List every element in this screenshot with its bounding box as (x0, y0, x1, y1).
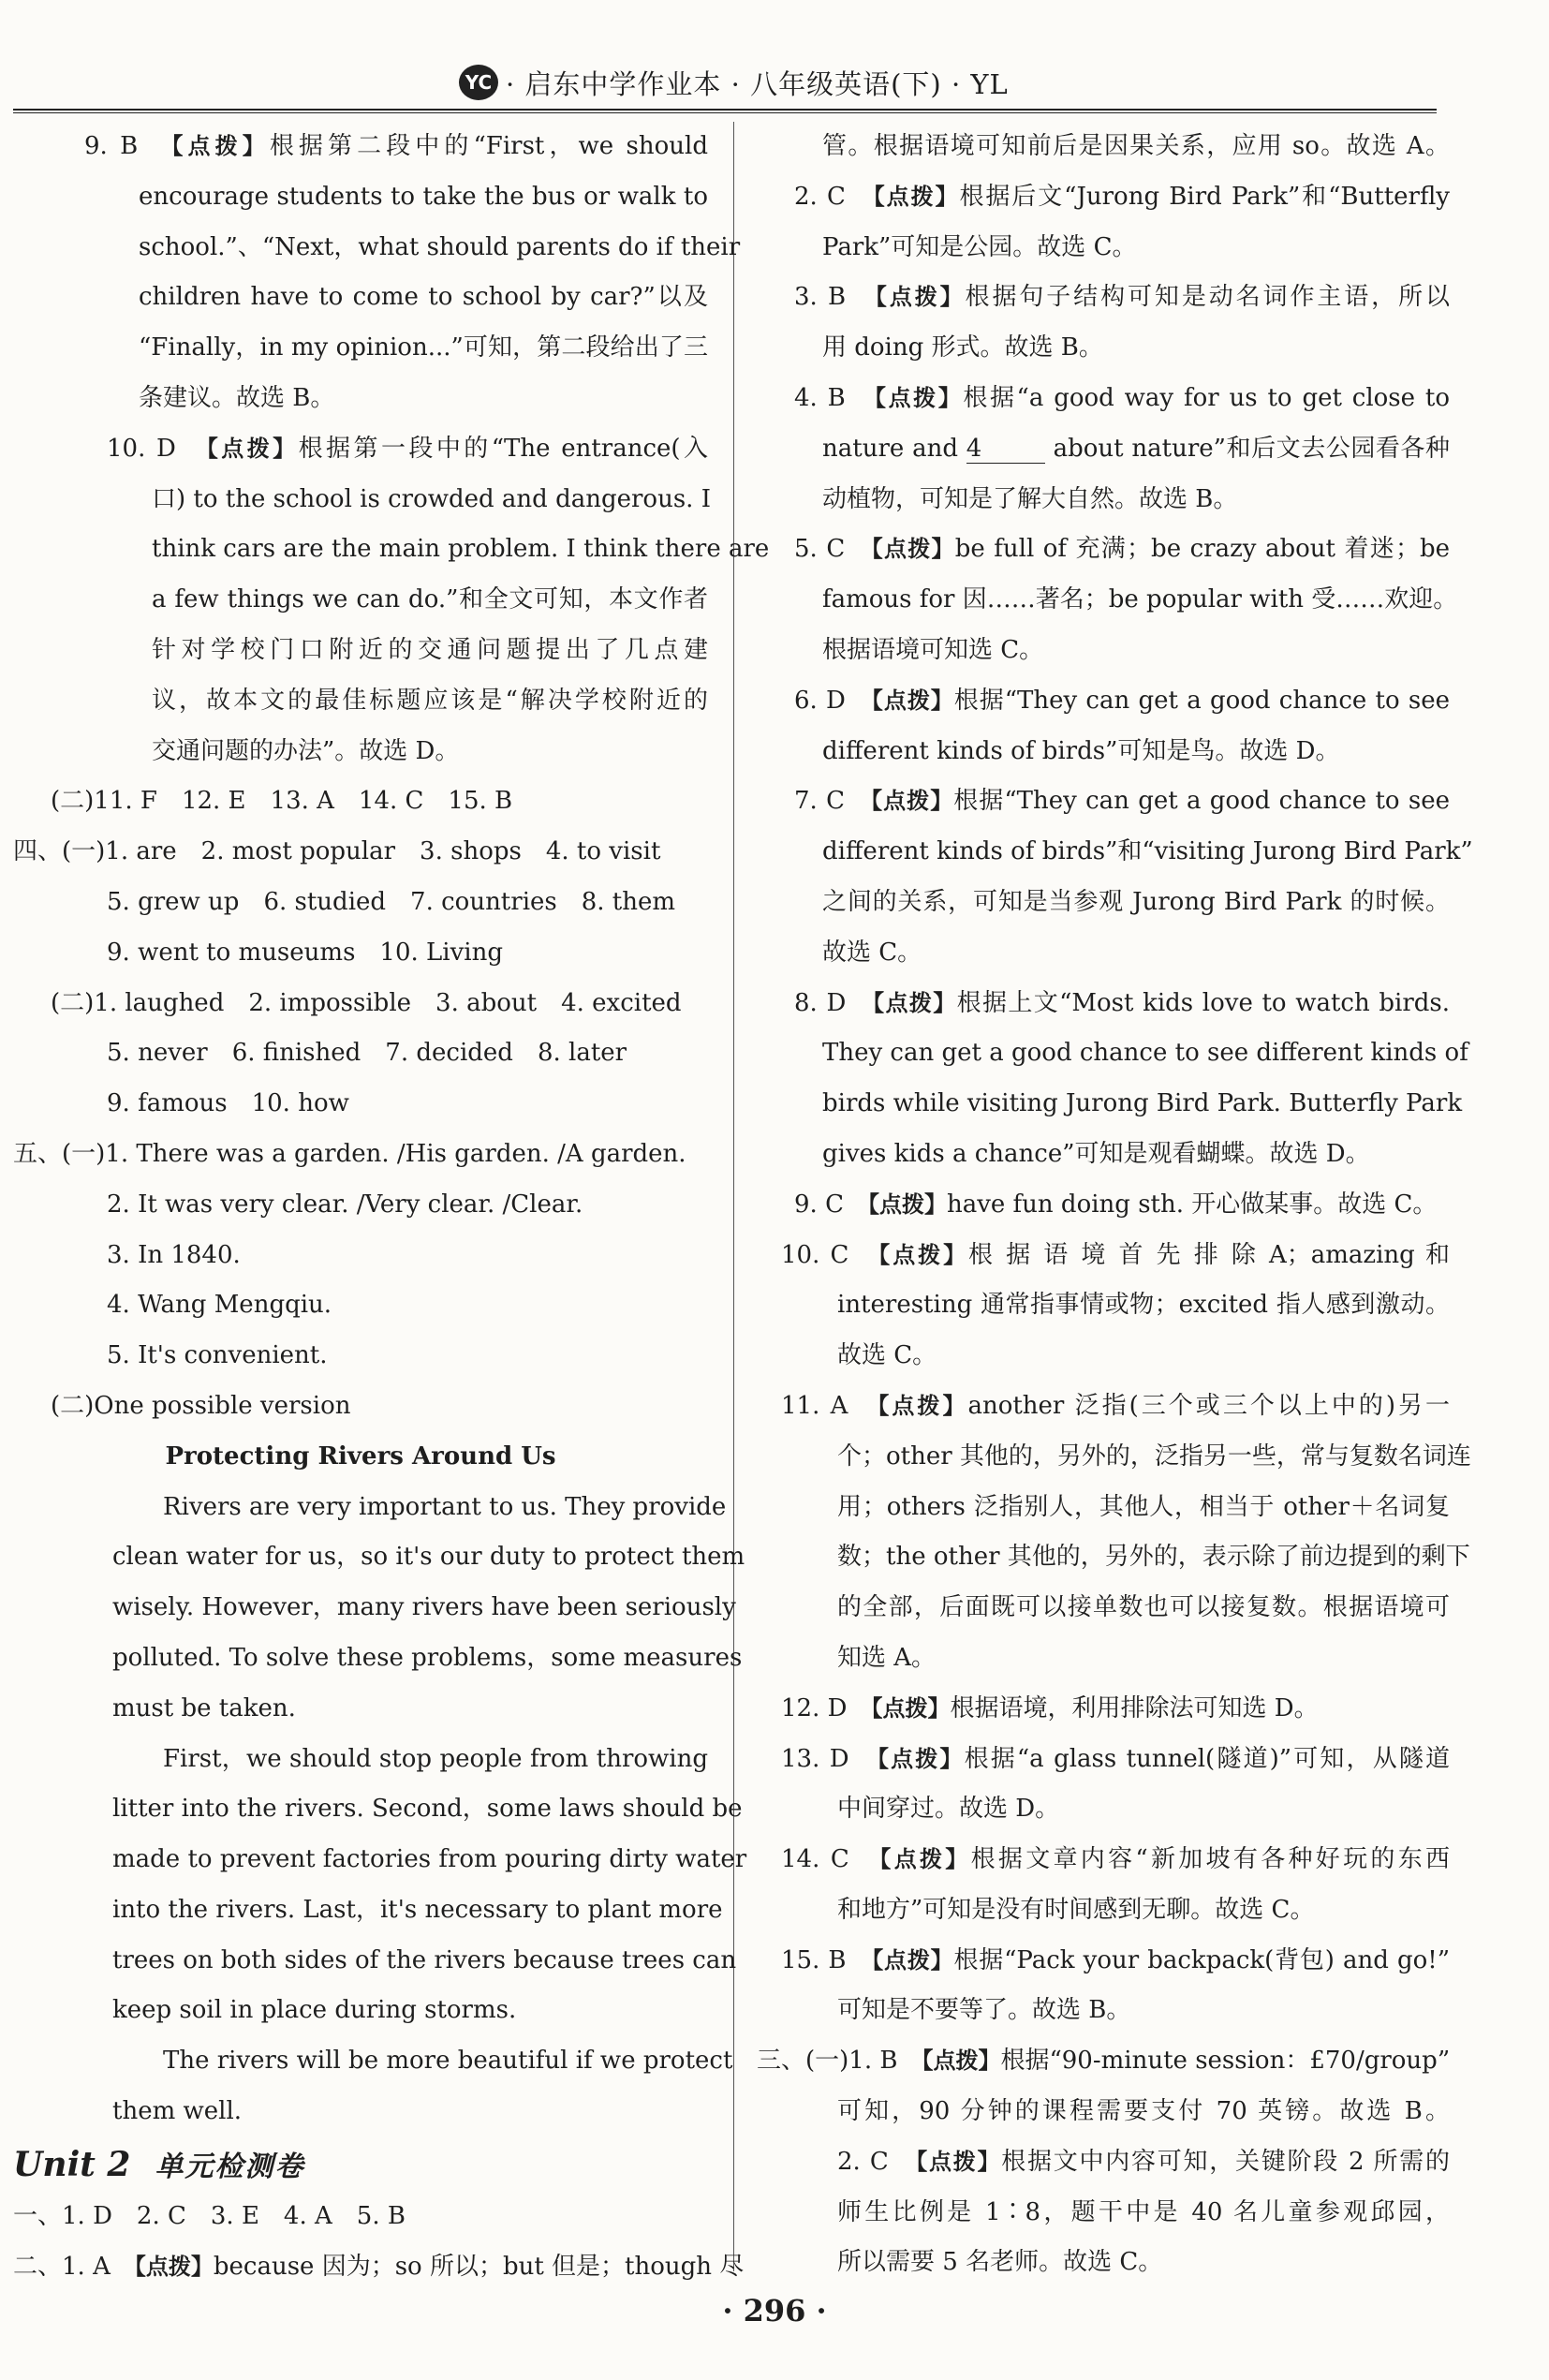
hint-label: 【点拨】 (916, 2148, 1002, 2175)
text-line: 9. C 【点拨】have fun doing sth. 开心做某事。故选 C。 (794, 1190, 1438, 1219)
text-line: litter into the rivers. Second，some laws should be (112, 1795, 743, 1824)
text-line: think cars are the main problem. I think there are (152, 535, 770, 564)
text-line: 针对学校门口附近的交通问题提出了几点建 (152, 635, 708, 664)
hint-label: 【点拨】 (871, 1694, 951, 1722)
hint-label: 【点拨】 (871, 536, 955, 563)
text-line: 15. B 【点拨】根据“Pack your backpack(背包) and go!” (781, 1945, 1450, 1974)
text-line: 口) to the school is crowded and dangerous. I (152, 484, 711, 513)
text-line: 之间的关系，可知是当参观 Jurong Bird Park 的时候。 (822, 887, 1450, 916)
unit-name: Unit 2 (13, 2144, 131, 2184)
text-line: 知选 A。 (837, 1643, 937, 1672)
hint-label: 【点拨】 (874, 384, 964, 411)
hint-label: 【点拨】 (871, 687, 954, 714)
text-line: must be taken. (112, 1693, 296, 1722)
header-rule-thin (13, 112, 1437, 113)
text-line: 2. C 【点拨】根据后文“Jurong Bird Park”和“Butterfly (794, 182, 1450, 211)
text-line: 中间穿过。故选 D。 (837, 1795, 1060, 1824)
text-line: 交通问题的办法”。故选 D。 (152, 736, 460, 765)
text-line: birds while visiting Jurong Bird Park. Butterfly Park (822, 1089, 1463, 1118)
text-line: 9. B 【点拨】根据第二段中的“First，we should (84, 132, 708, 160)
text-line: 4. B 【点拨】根据“a good way for us to get close to (794, 383, 1450, 412)
text-line: them well. (112, 2097, 243, 2126)
text-line: gives kids a chance”可知是观看蝴蝶。故选 D。 (822, 1139, 1370, 1168)
text-line: children have to come to school by car?”以及 (139, 283, 708, 312)
text-line: different kinds of birds”可知是鸟。故选 D。 (822, 736, 1340, 765)
text-line: 管。根据语境可知前后是因果关系，应用 so。故选 A。 (822, 132, 1450, 160)
essay-body (13, 1483, 747, 2137)
right-column (757, 122, 1473, 2288)
text-line: 师生比例是 1∶8，题干中是 40 名儿童参观邱园， (837, 2197, 1450, 2226)
answer-key-left (13, 122, 770, 1432)
hint-label: 【点拨】 (922, 2047, 1001, 2075)
text-line: 条建议。故选 B。 (139, 383, 335, 412)
text-line: 的全部，后面既可以接单数也可以接复数。根据语境可 (837, 1593, 1450, 1622)
text-line: clean water for us，so it's our duty to protect them (112, 1543, 745, 1572)
text-line: 一、1. D 2. C 3. E 4. A 5. B (13, 2201, 406, 2230)
text-line: 5. grew up 6. studied 7. countries 8. them (107, 887, 676, 916)
hint-label: 【点拨】 (878, 1241, 969, 1268)
hint-label: 【点拨】 (877, 1745, 965, 1772)
text-line: into the rivers. Last，it's necessary to plant more (112, 1895, 723, 1924)
essay-title: Protecting Rivers Around Us (165, 1441, 556, 1471)
text-line: wisely. However，many rivers have been seriously (112, 1593, 736, 1622)
text-line: polluted. To solve these problems，some measures (112, 1643, 743, 1672)
page-number: · 296 · (722, 2293, 827, 2328)
text-line: 用；others 泛指别人，其他人，相当于 other＋名词复 (837, 1492, 1450, 1521)
text-line: 动植物，可知是了解大自然。故选 B。 (822, 484, 1238, 513)
text-line: a few things we can do.”和全文可知，本文作者 (152, 585, 708, 614)
text-line: 9. went to museums 10. Living (107, 938, 503, 967)
answer-key-right (757, 122, 1473, 2288)
text-line: 四、(一)1. are 2. most popular 3. shops 4. to visit (13, 837, 661, 866)
hint-label: 【点拨】 (171, 133, 270, 159)
text-line: Rivers are very important to us. They provide (163, 1492, 727, 1521)
text-line: 数；the other 其他的，另外的，表示除了前边提到的剩下 (837, 1543, 1470, 1572)
hint-label: 【点拨】 (878, 1392, 968, 1419)
text-line: different kinds of birds”和“visiting Jurong Bird Park” (822, 837, 1473, 866)
text-line: 2. It was very clear. /Very clear. /Clear. (107, 1190, 583, 1219)
text-line: 故选 C。 (822, 938, 922, 967)
text-line: 用 doing 形式。故选 B。 (822, 333, 1103, 362)
text-line: They can get a good chance to see different kinds of (822, 1039, 1468, 1068)
text-line: 所以需要 5 名老师。故选 C。 (837, 2248, 1163, 2277)
text-line: 3. In 1840. (107, 1240, 241, 1269)
left-column (13, 122, 770, 2292)
page-header (459, 58, 1009, 107)
text-line: 13. D 【点拨】根据“a glass tunnel(隧道)”可知，从隧道 (781, 1744, 1451, 1773)
text-line: First，we should stop people from throwing (163, 1744, 708, 1773)
text-line: 个；other 其他的，另外的，泛指另一些，常与复数名词连 (837, 1441, 1471, 1471)
text-line: (二)11. F 12. E 13. A 14. C 15. B (51, 787, 513, 816)
text-line: 议，故本文的最佳标题应该是“解决学校附近的 (152, 686, 708, 715)
text-line: 9. famous 10. how (107, 1089, 349, 1118)
text-line: 根据语境可知选 C。 (822, 635, 1044, 664)
header-rule (13, 109, 1437, 111)
text-line: 11. A 【点拨】another 泛指(三个或三个以上中的)另一 (781, 1391, 1451, 1420)
text-line: 8. D 【点拨】根据上文“Most kids love to watch birds. (794, 988, 1451, 1017)
text-line: 12. D 【点拨】根据语境，利用排除法可知选 D。 (781, 1693, 1319, 1722)
text-line: 和地方”可知是没有时间感到无聊。故选 C。 (837, 1895, 1315, 1924)
publisher-logo: YC (459, 65, 498, 100)
text-line: 5. C 【点拨】be full of 充满；be crazy about 着迷；be (794, 535, 1451, 564)
text-line: famous for 因……著名；be popular with 受……欢迎。 (822, 585, 1458, 614)
text-line: 10. D 【点拨】根据第一段中的“The entrance(入 (107, 434, 709, 463)
text-line: 5. It's convenient. (107, 1341, 328, 1370)
text-line: 10. C 【点拨】根 据 语 境 首 先 排 除 A；amazing 和 (781, 1240, 1451, 1269)
text-line: Park”可知是公园。故选 C。 (822, 232, 1137, 261)
hint-label: 【点拨】 (879, 1846, 971, 1873)
text-line: 5. never 6. finished 7. decided 8. later (107, 1039, 627, 1068)
text-line: encourage students to take the bus or walk to (139, 182, 708, 211)
hint-label: 【点拨】 (871, 788, 954, 815)
text-line: 3. B 【点拨】根据句子结构可知是动名词作主语，所以 (794, 283, 1450, 312)
unit-answers (13, 2192, 745, 2293)
unit-subtitle: 单元检测卷 (155, 2150, 305, 2183)
hint-label: 【点拨】 (873, 183, 960, 210)
text-line: trees on both sides of the rivers because trees can (112, 1945, 737, 1974)
hint-label: 【点拨】 (873, 989, 957, 1016)
text-line: made to prevent factories from pouring dirty water (112, 1845, 747, 1874)
text-line: (二)1. laughed 2. impossible 3. about 4. excited (51, 988, 682, 1017)
text-line: 三、(一)1. B 【点拨】根据“90-minute session：£70/group” (757, 2047, 1451, 2076)
text-line: school.”、“Next，what should parents do if their (139, 232, 741, 261)
hint-label: 【点拨】 (134, 2253, 214, 2280)
text-line: nature and 4 about nature”和后文去公园看各种 (822, 434, 1450, 463)
book-title: · 启东中学作业本 · 八年级英语(下) · YL (506, 67, 1009, 100)
text-line: 五、(一)1. There was a garden. /His garden. /A garden. (13, 1139, 686, 1168)
text-line: 14. C 【点拨】根据文章内容“新加坡有各种好玩的东西 (781, 1845, 1450, 1874)
text-line: 6. D 【点拨】根据“They can get a good chance to see (794, 686, 1450, 715)
hint-label: 【点拨】 (872, 1946, 954, 1973)
fill-blank: 4 (966, 435, 1045, 464)
text-line: interesting 通常指事情或物；excited 指人感到激动。 (837, 1291, 1450, 1320)
text-line: (二)One possible version (51, 1391, 351, 1420)
text-line: 7. C 【点拨】根据“They can get a good chance to see (794, 787, 1450, 816)
text-line: 可知是不要等了。故选 B。 (837, 1996, 1131, 2025)
hint-label: 【点拨】 (875, 284, 966, 311)
text-line: 故选 C。 (837, 1341, 937, 1370)
text-line: 可知，90 分钟的课程需要支付 70 英镑。故选 B。 (837, 2097, 1450, 2126)
text-line: 二、1. A 【点拨】because 因为；so 所以；but 但是；though 尽 (13, 2252, 745, 2281)
text-line: keep soil in place during storms. (112, 1996, 517, 2025)
text-line: “Finally，in my opinion...”可知，第二段给出了三 (139, 333, 708, 362)
unit-heading (13, 2137, 708, 2192)
hint-label: 【点拨】 (206, 435, 299, 462)
text-line: 2. C 【点拨】根据文中内容可知，关键阶段 2 所需的 (837, 2147, 1451, 2176)
text-line: 4. Wang Mengqiu. (107, 1291, 332, 1320)
text-line: The rivers will be more beautiful if we protect (163, 2047, 733, 2076)
hint-label: 【点拨】 (867, 1190, 947, 1218)
